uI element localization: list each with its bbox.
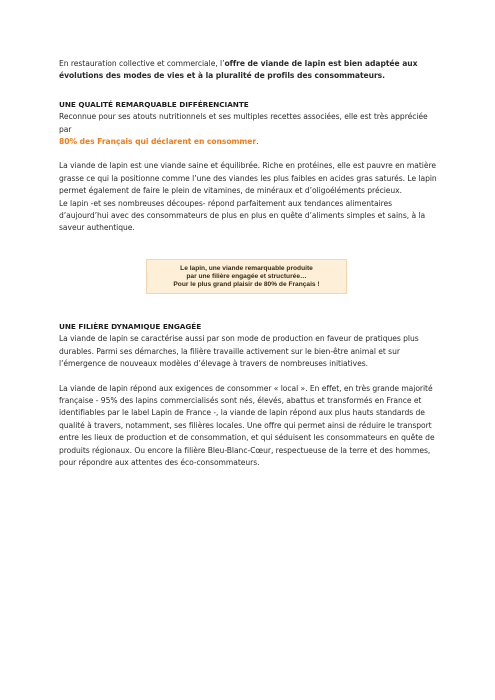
section-heading-qualite: UNE QUALITÉ REMARQUABLE DIFFÉRENCIANTE bbox=[59, 99, 249, 109]
document-page bbox=[59, 58, 439, 469]
callout-box bbox=[146, 259, 347, 294]
section-heading-filiere: UNE FILIÈRE DYNAMIQUE ENGAGÉE bbox=[59, 321, 202, 331]
intro-paragraph bbox=[59, 58, 439, 83]
callout-line-3: Pour le plus grand plaisir de 80% de Français ! bbox=[173, 281, 320, 289]
section1-p1-end: . bbox=[256, 137, 259, 147]
intro-bold-text: offre de viande de lapin est bien adaptée aux évolutions des modes de vies et à la pluralité de profils des consommateurs. bbox=[59, 59, 418, 81]
section1-paragraph-3: Le lapin -et ses nombreuses découpes- répond parfaitement aux tendances alimentaires d’aujourd’hui avec des consommateurs de plus en plus en quête d’aliments simples et sains, à la saveur authentique. bbox=[59, 198, 426, 233]
intro-text: En restauration collective et commerciale, l’ bbox=[59, 59, 225, 68]
section1-paragraph-2: La viande de lapin est une viande saine et équilibrée. Riche en protéines, elle est pauvre en matière grasse ce qui la positionne comme l’une des viandes les plus faibles en acides gras saturés. Le lapin permet également de faire le plein de vitamines, de minéraux et d’oligoéléments précieux. bbox=[59, 161, 437, 196]
section1-paragraph-1 bbox=[59, 111, 439, 148]
callout-line-1: Le lapin, une viande remarquable produite bbox=[180, 264, 313, 272]
section2-paragraph-1: La viande de lapin se caractérise aussi par son mode de production en faveur de pratiques plus durables. Parmi ses démarches, la filière travaille activement sur le bien-être animal et sur l’émergence de nouveaux modèles d’élevage à travers de nombreuses initiatives. bbox=[59, 334, 419, 369]
section1-p1-highlight: 80% des Français qui déclarent en consommer bbox=[59, 137, 257, 147]
section2-paragraph-2: La viande de lapin répond aux exigences de consommer « local ». En effet, en très grande majorité française - 95% des lapins commercialisés sont nés, élevés, abattus et transformés en France et identifiables par le label Lapin de France -, la viande de lapin répond aux plus hauts standards de qualité à travers, notamment, ses filières locales. Une offre qui permet ainsi de réduire le transport entre les lieux de production et de consommation, et qui séduisent les consommateurs en quête de produits régionaux. Ou encore la filière Bleu-Blanc-Cœur, respectueuse de la terre et des hommes, pour répondre aux attentes des éco-consommateurs. bbox=[59, 383, 435, 467]
callout-line-2: par une filière engagée et structurée… bbox=[186, 273, 307, 281]
section1-p1-text: Reconnue pour ses atouts nutritionnels et ses multiples recettes associées, elle est très appréciée par bbox=[59, 112, 428, 134]
